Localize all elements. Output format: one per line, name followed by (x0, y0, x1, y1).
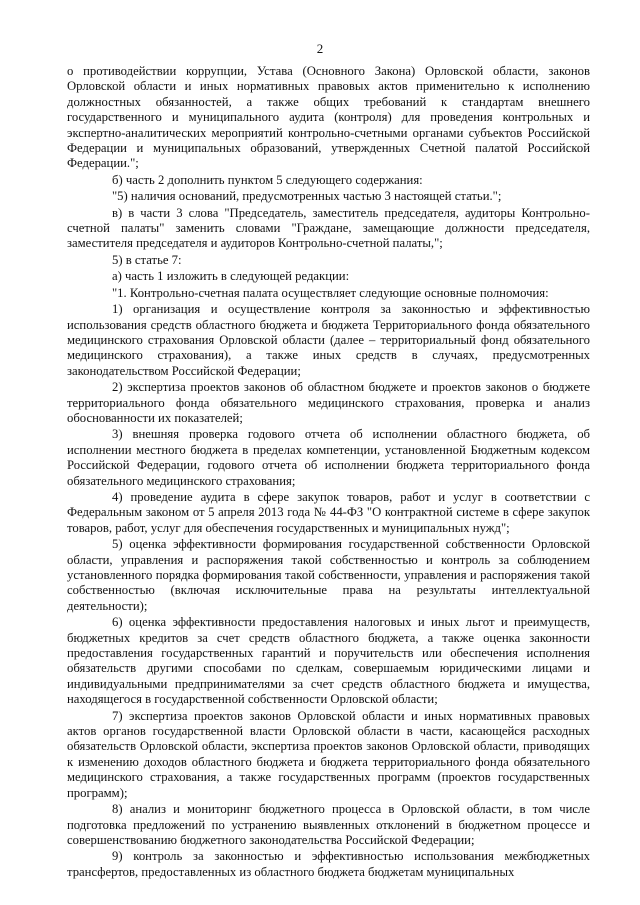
paragraph-p13: 7) экспертиза проектов законов Орловской области и иных нормативных правовых актов органов государственной власти Орловской области в части, касающейся расходных обязательств Орловской области, экспертиза проектов законов Орловской области, приводящих к изменению доходов областного бюджета и бюджета территориального фонда обязательного медицинского страхования, а также государственных программ (проектов государственных программ); (67, 708, 590, 800)
paragraph-p2: "5) наличия оснований, предусмотренных частью 3 настоящей статьи."; (112, 189, 502, 204)
paragraph-p7: 1) организация и осуществление контроля за законностью и эффективностью использования средств областного бюджета и бюджета Территориального фонда обязательного медицинского страхования Орловской области (далее – территориальный фонд обязательного медицинского страхования), а также иных средств в случаях, предусмотренных законодательством Российской Федерации; (67, 302, 590, 378)
paragraph-p8: 2) экспертиза проектов законов об областном бюджете и проектов законов о бюджете территориального фонда обязательного медицинского страхования, проверка и анализ обоснованности их показателей; (67, 380, 590, 425)
paragraph-p11: 5) оценка эффективности формирования государственной собственности Орловской области, управления и распоряжения такой собственностью и контроль за соблюдением установленного порядка формирования такой собственности, управления и распоряжения такой собственностью (включая исключительные права на результаты интеллектуальной деятельности); (67, 537, 590, 613)
paragraph-p12: 6) оценка эффективности предоставления налоговых и иных льгот и преимуществ, бюджетных кредитов за счет средств областного бюджета, а также оценка законности предоставления государственных гарантий и поручительств или обеспечения исполнения обязательств другими способами по сделкам, совершаемым юридическими лицами и индивидуальными предпринимателями за счет средств областного бюджета и имущества, находящегося в государственной собственности Орловской области; (67, 615, 590, 707)
paragraph-p4: 5) в статье 7: (112, 252, 182, 267)
paragraph-p9: 3) внешняя проверка годового отчета об исполнении областного бюджета, об исполнении местного бюджета в пределах компетенции, установленной Бюджетным кодексом Российской Федерации, годового отчета об исполнении бюджета территориального фонда обязательного медицинского страхования; (67, 427, 590, 488)
paragraph-p15: 9) контроль за законностью и эффективностью использования межбюджетных трансфертов, предоставленных из областного бюджета бюджетам муниципальных (67, 849, 590, 879)
document-body (67, 64, 590, 880)
page-number: 2 (316, 41, 324, 56)
paragraph-p14: 8) анализ и мониторинг бюджетного процесса в Орловской области, в том числе подготовка предложений по устранению выявленных отклонений в бюджетном процессе и совершенствованию бюджетного законодательства Российской Федерации; (67, 802, 590, 847)
paragraph-p5: а) часть 1 изложить в следующей редакции: (112, 269, 350, 284)
paragraph-p1: б) часть 2 дополнить пунктом 5 следующего содержания: (112, 172, 423, 187)
paragraph-p10: 4) проведение аудита в сфере закупок товаров, работ и услуг в соответствии с Федеральным законом от 5 апреля 2013 года № 44-ФЗ "О контрактной системе в сфере закупок товаров, работ, услуг для обеспечения государственных и муниципальных нужд"; (67, 489, 590, 535)
paragraph-p6: "1. Контрольно-счетная палата осуществляет следующие основные полномочия: (112, 285, 549, 300)
paragraph-p3: в) в части 3 слова "Председатель, заместитель председателя, аудиторы Контрольно-счетной палаты" заменить словами "Граждане, замещающие должности председателя, заместителя председателя и аудиторов Контрольно-счетной палаты,"; (67, 205, 590, 251)
paragraph-p0: о противодействии коррупции, Устава (Основного Закона) Орловской области, законов Орловской области и иных нормативных правовых актов применительно к исполнению должностных обязанностей, а также общих требований к стандартам внешнего государственного и муниципального аудита (контроля) для проведения контрольных и экспертно-аналитических мероприятий контрольно-счетными органами субъектов Российской Федерации и муниципальных образований, утвержденных Счетной палатой Российской Федерации."; (67, 64, 590, 171)
